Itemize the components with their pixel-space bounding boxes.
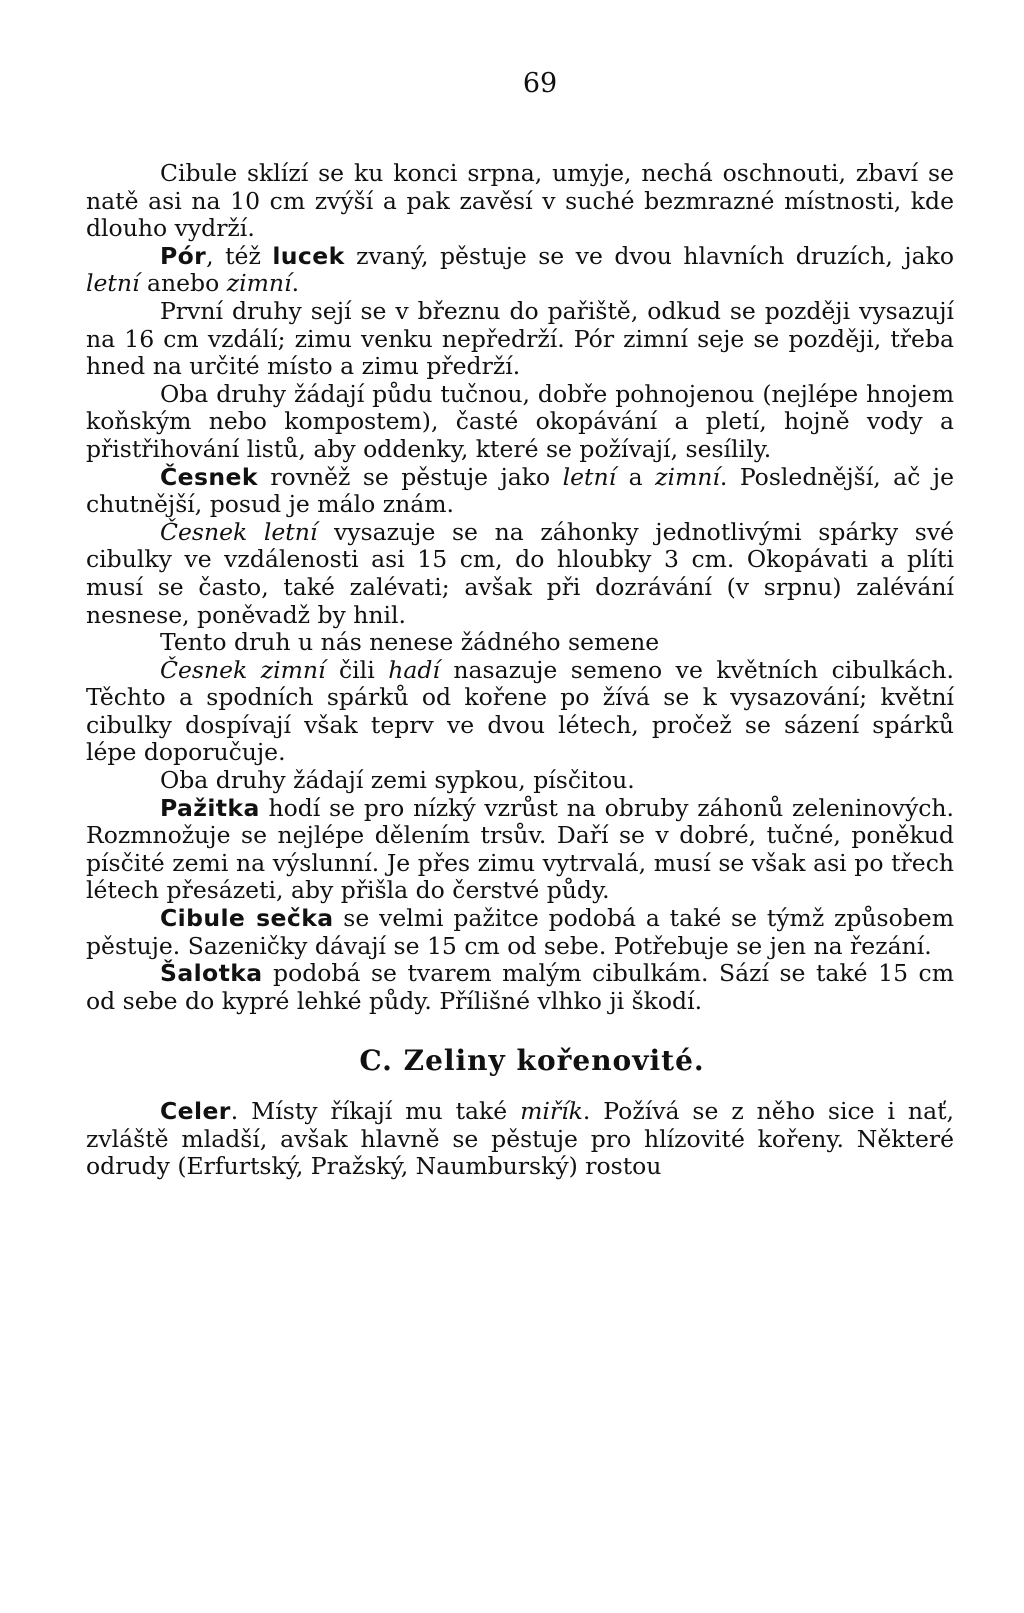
text-run: Cibule sklízí se ku konci srpna, umyje, nechá oschnouti, zbaví se natě asi na 10 cm zvýší a pak zavěsí v suché bezmrazné místnosti, kde dlouho vydrží. (86, 159, 954, 243)
bold-term: Česnek (160, 462, 258, 491)
italic-term: zimní (655, 462, 720, 491)
text-run: Oba druhy žádají půdu tučnou, dobře pohnojenou (nejlépe hnojem koňským nebo kompostem), časté okopávání a pletí, hojně vody a přistřihování listů, aby oddenky, které se požívají, sesílily. (86, 379, 954, 463)
bold-term: Pór (160, 241, 207, 270)
text-run: rovněž se pěstuje jako (257, 462, 563, 491)
paragraph (86, 767, 954, 795)
italic-term: hadí (388, 655, 440, 684)
bold-term: Pažitka (160, 793, 260, 822)
italic-term: zimní (226, 269, 292, 298)
text-run: se velmi pažitce podobá a také se týmž způsobem pěstuje. Sazeničky dávají se 15 cm od sebe. Potřebuje se jen na řezání. (86, 904, 954, 960)
text-run: . (291, 269, 300, 298)
text-run: čili (325, 655, 389, 684)
bold-term: Celer (160, 1097, 231, 1125)
text-run: , též (206, 241, 273, 270)
italic-term: Česnek letní (160, 517, 318, 546)
page-number: 69 (522, 68, 558, 99)
paragraph (86, 657, 954, 767)
paragraph (86, 795, 954, 905)
paragraph (86, 298, 954, 381)
section-heading: C. Zeliny kořenovité. (359, 1044, 705, 1078)
paragraph (86, 905, 954, 960)
text-run: zvaný, pěstuje se ve dvou hlavních druzích, jako (344, 241, 954, 270)
bold-term: Cibule sečka (160, 904, 334, 933)
italic-term: Česnek zimní (160, 655, 326, 684)
text-body-before-heading (86, 160, 954, 1015)
text-run: anebo (139, 269, 227, 298)
bold-term: Šalotka (160, 959, 263, 988)
text-run: První druhy sejí se v březnu do pařiště, odkud se později vysazují na 16 cm vzdálí; zimu venku nepředrží. Pór zimní seje se později, třeba hned na určité místo a zimu předrží. (86, 296, 954, 381)
italic-term: letní (562, 462, 617, 491)
text-run: . Požívá se z něho sice i nať, zvláště mladší, avšak hlavně se pěstuje pro hlízovité kořeny. Některé odrudy (Erfurtský, Pražský, Naumburský) rostou (86, 1097, 954, 1181)
paragraph (86, 960, 954, 1015)
paragraph (86, 243, 954, 298)
text-run: . Místy říkají mu také (230, 1097, 521, 1125)
text-run: podobá se tvarem malým cibulkám. Sází se také 15 cm od sebe do kypré lehké půdy. Přílišné vlhko ji škodí. (86, 959, 954, 1015)
text-run: . Poslednější, ač je chutnější, posud je málo znám. (86, 462, 954, 519)
paragraph (86, 381, 954, 464)
bold-term: lucek (272, 241, 345, 270)
text-run: vysazuje se na záhonky jednotlivými spárky své cibulky ve vzdálenosti asi 15 cm, do hloubky 3 cm. Okopávati a plíti musí se často, také zalévati; avšak při dozrávání (v srpnu) zalévání nesnese, poněvadž by hnil. (86, 517, 955, 629)
paragraph (86, 519, 954, 629)
paragraph (86, 1098, 954, 1181)
italic-term: miřík (520, 1097, 583, 1125)
text-body-after-heading (86, 1098, 954, 1181)
text-run: hodí se pro nízký vzrůst na obruby záhonů zeleninových. Rozmnožuje se nejlépe dělením trsův. Daří se v dobré, tučné, poněkud písčité zemi na výslunní. Je přes zimu vytrvalá, musí se však asi po třech létech přesázeti, aby přišla do čerstvé půdy. (86, 793, 954, 905)
text-run: a (616, 462, 656, 491)
book-page (86, 70, 954, 1181)
italic-term: letní (86, 269, 140, 298)
text-run: nasazuje semeno ve květních cibulkách. Těchto a spodních spárků od kořene po žívá se k vysazování; květní cibulky dospívají však teprv ve dvou létech, pročež se sázení spárků lépe doporučuje. (86, 655, 954, 767)
paragraph (86, 464, 954, 519)
text-run: Tento druh u nás nenese žádného semene (160, 628, 660, 657)
text-run: Oba druhy žádají zemi sypkou, písčitou. (160, 766, 635, 795)
paragraph (86, 160, 954, 243)
paragraph (86, 629, 954, 657)
